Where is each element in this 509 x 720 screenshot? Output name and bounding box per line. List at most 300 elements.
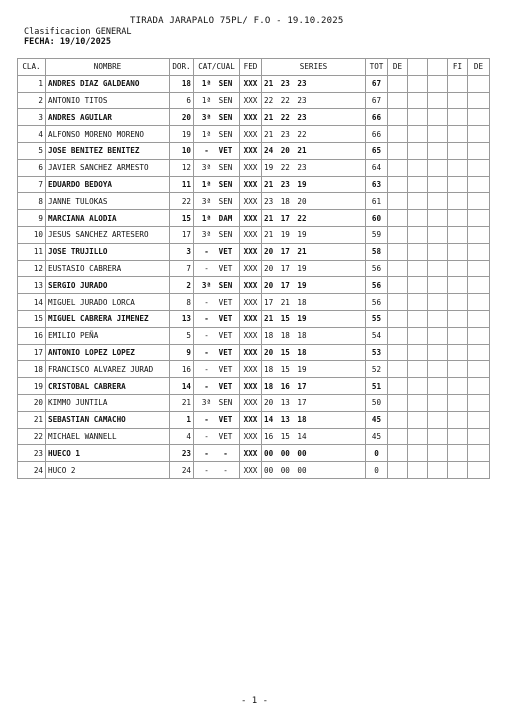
results-body (18, 75, 490, 478)
category-value: 1ª (201, 95, 212, 105)
blank-cell (408, 378, 428, 395)
total-cell: 54 (366, 327, 388, 344)
series-cell: 14 13 18 (262, 411, 366, 428)
total-cell: 61 (366, 193, 388, 210)
table-row (18, 378, 490, 395)
table-row (18, 92, 490, 109)
de-cell (468, 394, 490, 411)
name-cell: HUECO 1 (46, 445, 170, 462)
blank-cell (408, 394, 428, 411)
fed-cell: XXX (240, 394, 262, 411)
cla-cell: 20 (18, 394, 46, 411)
category-value: - (204, 247, 209, 257)
fi-cell (448, 327, 468, 344)
de-cell (388, 193, 408, 210)
series-cell: 21 17 22 (262, 210, 366, 227)
series-cell: 20 17 21 (262, 243, 366, 260)
fed-cell: XXX (240, 176, 262, 193)
dorsal-cell: 5 (170, 327, 194, 344)
dorsal-cell: 2 (170, 277, 194, 294)
cat-cual-cell (194, 126, 240, 143)
dorsal-cell: 22 (170, 193, 194, 210)
dorsal-cell: 4 (170, 428, 194, 445)
col-header-blank-1 (408, 59, 428, 76)
de-cell (388, 344, 408, 361)
date-label: FECHA: 19/10/2025 (24, 37, 111, 47)
dorsal-cell: 1 (170, 411, 194, 428)
blank-cell (428, 327, 448, 344)
table-row (18, 294, 490, 311)
fed-cell: XXX (240, 109, 262, 126)
name-cell: ANDRES AGUILAR (46, 109, 170, 126)
total-cell: 51 (366, 378, 388, 395)
table-row (18, 277, 490, 294)
dorsal-cell: 6 (170, 92, 194, 109)
name-cell: MARCIANA ALODIA (46, 210, 170, 227)
blank-cell (428, 176, 448, 193)
de-cell (388, 394, 408, 411)
de-cell (468, 226, 490, 243)
fi-cell (448, 378, 468, 395)
total-cell: 65 (366, 142, 388, 159)
blank-cell (428, 445, 448, 462)
cat-cual-cell (194, 75, 240, 92)
blank-cell (428, 411, 448, 428)
category-value: 1ª (201, 179, 212, 189)
blank-cell (428, 344, 448, 361)
cat-cual-cell (194, 294, 240, 311)
qualification-value: SEN (218, 196, 233, 206)
category-value: - (204, 381, 209, 391)
series-cell: 21 15 19 (262, 310, 366, 327)
blank-cell (408, 193, 428, 210)
qualification-value: VET (218, 331, 233, 341)
cat-cual-cell (194, 277, 240, 294)
qualification-value: SEN (218, 79, 233, 89)
fed-cell: XXX (240, 126, 262, 143)
cat-cual-cell (194, 310, 240, 327)
blank-cell (428, 428, 448, 445)
blank-cell (408, 294, 428, 311)
col-header-fi: FI (448, 59, 468, 76)
blank-cell (428, 142, 448, 159)
de-cell (388, 361, 408, 378)
category-value: 1ª (201, 129, 212, 139)
table-row (18, 428, 490, 445)
series-cell: 17 21 18 (262, 294, 366, 311)
fed-cell: XXX (240, 445, 262, 462)
series-cell: 19 22 23 (262, 159, 366, 176)
de-cell (468, 310, 490, 327)
total-cell: 0 (366, 462, 388, 479)
de-cell (388, 294, 408, 311)
cat-cual-cell (194, 142, 240, 159)
qualification-value: SEN (218, 129, 233, 139)
table-row (18, 126, 490, 143)
total-cell: 45 (366, 411, 388, 428)
series-cell: 16 15 14 (262, 428, 366, 445)
cla-cell: 10 (18, 226, 46, 243)
qualification-value: - (223, 465, 228, 475)
series-cell: 21 23 22 (262, 126, 366, 143)
fed-cell: XXX (240, 75, 262, 92)
fed-cell: XXX (240, 310, 262, 327)
cat-cual-cell (194, 210, 240, 227)
de-cell (468, 361, 490, 378)
qualification-value: VET (218, 297, 233, 307)
de-cell (468, 159, 490, 176)
name-cell: SEBASTIAN CAMACHO (46, 411, 170, 428)
category-value: - (204, 465, 209, 475)
de-cell (468, 243, 490, 260)
de-cell (468, 75, 490, 92)
page-number: - 1 - (240, 696, 269, 706)
fi-cell (448, 344, 468, 361)
blank-cell (408, 126, 428, 143)
category-value: 1ª (201, 79, 212, 89)
blank-cell (408, 361, 428, 378)
de-cell (468, 126, 490, 143)
fi-cell (448, 294, 468, 311)
series-cell: 18 16 17 (262, 378, 366, 395)
blank-cell (408, 310, 428, 327)
fed-cell: XXX (240, 159, 262, 176)
col-header-blank-2 (428, 59, 448, 76)
dorsal-cell: 23 (170, 445, 194, 462)
fi-cell (448, 226, 468, 243)
dorsal-cell: 21 (170, 394, 194, 411)
cat-cual-cell (194, 445, 240, 462)
qualification-value: VET (218, 263, 233, 273)
dorsal-cell: 3 (170, 243, 194, 260)
de-cell (468, 411, 490, 428)
cla-cell: 7 (18, 176, 46, 193)
de-cell (468, 193, 490, 210)
blank-cell (428, 75, 448, 92)
fed-cell: XXX (240, 327, 262, 344)
table-row (18, 462, 490, 479)
de-cell (468, 260, 490, 277)
series-cell: 20 17 19 (262, 277, 366, 294)
dorsal-cell: 15 (170, 210, 194, 227)
cat-cual-cell (194, 462, 240, 479)
qualification-value: - (223, 448, 228, 458)
col-header-cat-cual: CAT/CUAL (194, 59, 240, 76)
blank-cell (408, 260, 428, 277)
de-cell (468, 344, 490, 361)
name-cell: MICHAEL WANNELL (46, 428, 170, 445)
category-value: - (204, 431, 209, 441)
fi-cell (448, 176, 468, 193)
de-cell (388, 260, 408, 277)
cat-cual-cell (194, 394, 240, 411)
blank-cell (428, 92, 448, 109)
dorsal-cell: 8 (170, 294, 194, 311)
category-value: - (204, 364, 209, 374)
fi-cell (448, 361, 468, 378)
blank-cell (428, 210, 448, 227)
fed-cell: XXX (240, 277, 262, 294)
blank-cell (428, 378, 448, 395)
total-cell: 67 (366, 92, 388, 109)
cla-cell: 13 (18, 277, 46, 294)
category-value: - (204, 146, 209, 156)
total-cell: 58 (366, 243, 388, 260)
qualification-value: SEN (218, 179, 233, 189)
total-cell: 66 (366, 109, 388, 126)
total-cell: 50 (366, 394, 388, 411)
fed-cell: XXX (240, 260, 262, 277)
fi-cell (448, 142, 468, 159)
name-cell: SERGIO JURADO (46, 277, 170, 294)
blank-cell (428, 243, 448, 260)
dorsal-cell: 24 (170, 462, 194, 479)
blank-cell (408, 226, 428, 243)
series-cell: 18 18 18 (262, 327, 366, 344)
blank-cell (428, 193, 448, 210)
cla-cell: 5 (18, 142, 46, 159)
name-cell: ANTONIO TITOS (46, 92, 170, 109)
cla-cell: 14 (18, 294, 46, 311)
total-cell: 45 (366, 428, 388, 445)
qualification-value: VET (218, 415, 233, 425)
table-row (18, 210, 490, 227)
document-title: TIRADA JARAPALO 75PL/ F.O - 19.10.2025 (130, 16, 344, 26)
category-value: 3ª (201, 280, 212, 290)
qualification-value: VET (218, 247, 233, 257)
series-cell: 22 22 23 (262, 92, 366, 109)
name-cell: ANDRES DIAZ GALDEANO (46, 75, 170, 92)
cla-cell: 4 (18, 126, 46, 143)
cat-cual-cell (194, 260, 240, 277)
table-row (18, 361, 490, 378)
de-cell (468, 92, 490, 109)
name-cell: JANNE TULOKAS (46, 193, 170, 210)
name-cell: EDUARDO BEDOYA (46, 176, 170, 193)
fi-cell (448, 462, 468, 479)
total-cell: 0 (366, 445, 388, 462)
qualification-value: VET (218, 381, 233, 391)
blank-cell (408, 344, 428, 361)
series-cell: 20 17 19 (262, 260, 366, 277)
qualification-value: SEN (218, 163, 233, 173)
blank-cell (428, 277, 448, 294)
fed-cell: XXX (240, 428, 262, 445)
de-cell (388, 277, 408, 294)
cla-cell: 11 (18, 243, 46, 260)
cla-cell: 9 (18, 210, 46, 227)
fi-cell (448, 260, 468, 277)
dorsal-cell: 13 (170, 310, 194, 327)
total-cell: 55 (366, 310, 388, 327)
blank-cell (408, 210, 428, 227)
de-cell (468, 327, 490, 344)
dorsal-cell: 10 (170, 142, 194, 159)
blank-cell (428, 109, 448, 126)
col-header-tot: TOT (366, 59, 388, 76)
cla-cell: 23 (18, 445, 46, 462)
series-cell: 20 15 18 (262, 344, 366, 361)
cla-cell: 21 (18, 411, 46, 428)
qualification-value: VET (218, 314, 233, 324)
col-header-de: DE (388, 59, 408, 76)
de-cell (388, 159, 408, 176)
de-cell (388, 92, 408, 109)
fi-cell (448, 277, 468, 294)
blank-cell (408, 277, 428, 294)
qualification-value: VET (218, 146, 233, 156)
cla-cell: 17 (18, 344, 46, 361)
de-cell (388, 428, 408, 445)
total-cell: 56 (366, 294, 388, 311)
category-value: 3ª (201, 230, 212, 240)
total-cell: 66 (366, 126, 388, 143)
fi-cell (448, 193, 468, 210)
fi-cell (448, 394, 468, 411)
fed-cell: XXX (240, 193, 262, 210)
total-cell: 60 (366, 210, 388, 227)
qualification-value: VET (218, 364, 233, 374)
total-cell: 56 (366, 277, 388, 294)
fi-cell (448, 109, 468, 126)
name-cell: FRANCISCO ALVAREZ JURAD (46, 361, 170, 378)
fi-cell (448, 243, 468, 260)
de-cell (388, 142, 408, 159)
de-cell (388, 176, 408, 193)
results-table (17, 58, 490, 479)
dorsal-cell: 11 (170, 176, 194, 193)
cla-cell: 2 (18, 92, 46, 109)
blank-cell (408, 462, 428, 479)
fed-cell: XXX (240, 210, 262, 227)
blank-cell (408, 411, 428, 428)
de-cell (388, 411, 408, 428)
de-cell (468, 462, 490, 479)
total-cell: 64 (366, 159, 388, 176)
table-row (18, 109, 490, 126)
dorsal-cell: 16 (170, 361, 194, 378)
name-cell: ALFONSO MORENO MORENO (46, 126, 170, 143)
blank-cell (428, 226, 448, 243)
blank-cell (408, 327, 428, 344)
fed-cell: XXX (240, 226, 262, 243)
category-value: - (204, 297, 209, 307)
cat-cual-cell (194, 428, 240, 445)
de-cell (388, 109, 408, 126)
table-row (18, 243, 490, 260)
col-header-fed: FED (240, 59, 262, 76)
cat-cual-cell (194, 109, 240, 126)
de-cell (388, 226, 408, 243)
cat-cual-cell (194, 193, 240, 210)
blank-cell (428, 361, 448, 378)
cla-cell: 22 (18, 428, 46, 445)
fed-cell: XXX (240, 243, 262, 260)
name-cell: JAVIER SANCHEZ ARMESTO (46, 159, 170, 176)
de-cell (468, 378, 490, 395)
de-cell (388, 378, 408, 395)
de-cell (468, 445, 490, 462)
fed-cell: XXX (240, 344, 262, 361)
col-header-dor: DOR. (170, 59, 194, 76)
cla-cell: 15 (18, 310, 46, 327)
cla-cell: 6 (18, 159, 46, 176)
name-cell: MIGUEL JURADO LORCA (46, 294, 170, 311)
qualification-value: SEN (218, 112, 233, 122)
name-cell: JOSE TRUJILLO (46, 243, 170, 260)
cla-cell: 3 (18, 109, 46, 126)
series-cell: 00 00 00 (262, 445, 366, 462)
cat-cual-cell (194, 176, 240, 193)
blank-cell (408, 142, 428, 159)
dorsal-cell: 18 (170, 75, 194, 92)
name-cell: KIMMO JUNTILA (46, 394, 170, 411)
de-cell (468, 176, 490, 193)
blank-cell (428, 159, 448, 176)
col-header-series: SERIES (262, 59, 366, 76)
cat-cual-cell (194, 327, 240, 344)
name-cell: JOSE BENITEZ BENITEZ (46, 142, 170, 159)
cla-cell: 1 (18, 75, 46, 92)
fi-cell (448, 310, 468, 327)
col-header-nombre: NOMBRE (46, 59, 170, 76)
cat-cual-cell (194, 344, 240, 361)
table-row (18, 176, 490, 193)
de-cell (468, 109, 490, 126)
fi-cell (448, 411, 468, 428)
fed-cell: XXX (240, 462, 262, 479)
cla-cell: 19 (18, 378, 46, 395)
category-value: - (204, 314, 209, 324)
category-value: - (204, 448, 209, 458)
de-cell (468, 210, 490, 227)
table-row (18, 411, 490, 428)
name-cell: EUSTASIO CABRERA (46, 260, 170, 277)
de-cell (388, 243, 408, 260)
blank-cell (428, 294, 448, 311)
table-row (18, 142, 490, 159)
de-cell (388, 310, 408, 327)
name-cell: HUCO 2 (46, 462, 170, 479)
blank-cell (428, 394, 448, 411)
qualification-value: SEN (218, 398, 233, 408)
category-value: 3ª (201, 112, 212, 122)
cla-cell: 12 (18, 260, 46, 277)
category-value: - (204, 263, 209, 273)
series-cell: 00 00 00 (262, 462, 366, 479)
series-cell: 21 22 23 (262, 109, 366, 126)
de-cell (468, 277, 490, 294)
fed-cell: XXX (240, 92, 262, 109)
dorsal-cell: 9 (170, 344, 194, 361)
category-value: - (204, 347, 209, 357)
fi-cell (448, 75, 468, 92)
series-cell: 21 23 19 (262, 176, 366, 193)
fi-cell (448, 159, 468, 176)
name-cell: CRISTOBAL CABRERA (46, 378, 170, 395)
blank-cell (408, 243, 428, 260)
table-header-row (18, 59, 490, 76)
blank-cell (428, 126, 448, 143)
blank-cell (428, 462, 448, 479)
table-row (18, 193, 490, 210)
cat-cual-cell (194, 378, 240, 395)
dorsal-cell: 19 (170, 126, 194, 143)
qualification-value: SEN (218, 230, 233, 240)
fed-cell: XXX (240, 361, 262, 378)
classification-label: Clasificacion GENERAL (24, 27, 132, 37)
fi-cell (448, 92, 468, 109)
